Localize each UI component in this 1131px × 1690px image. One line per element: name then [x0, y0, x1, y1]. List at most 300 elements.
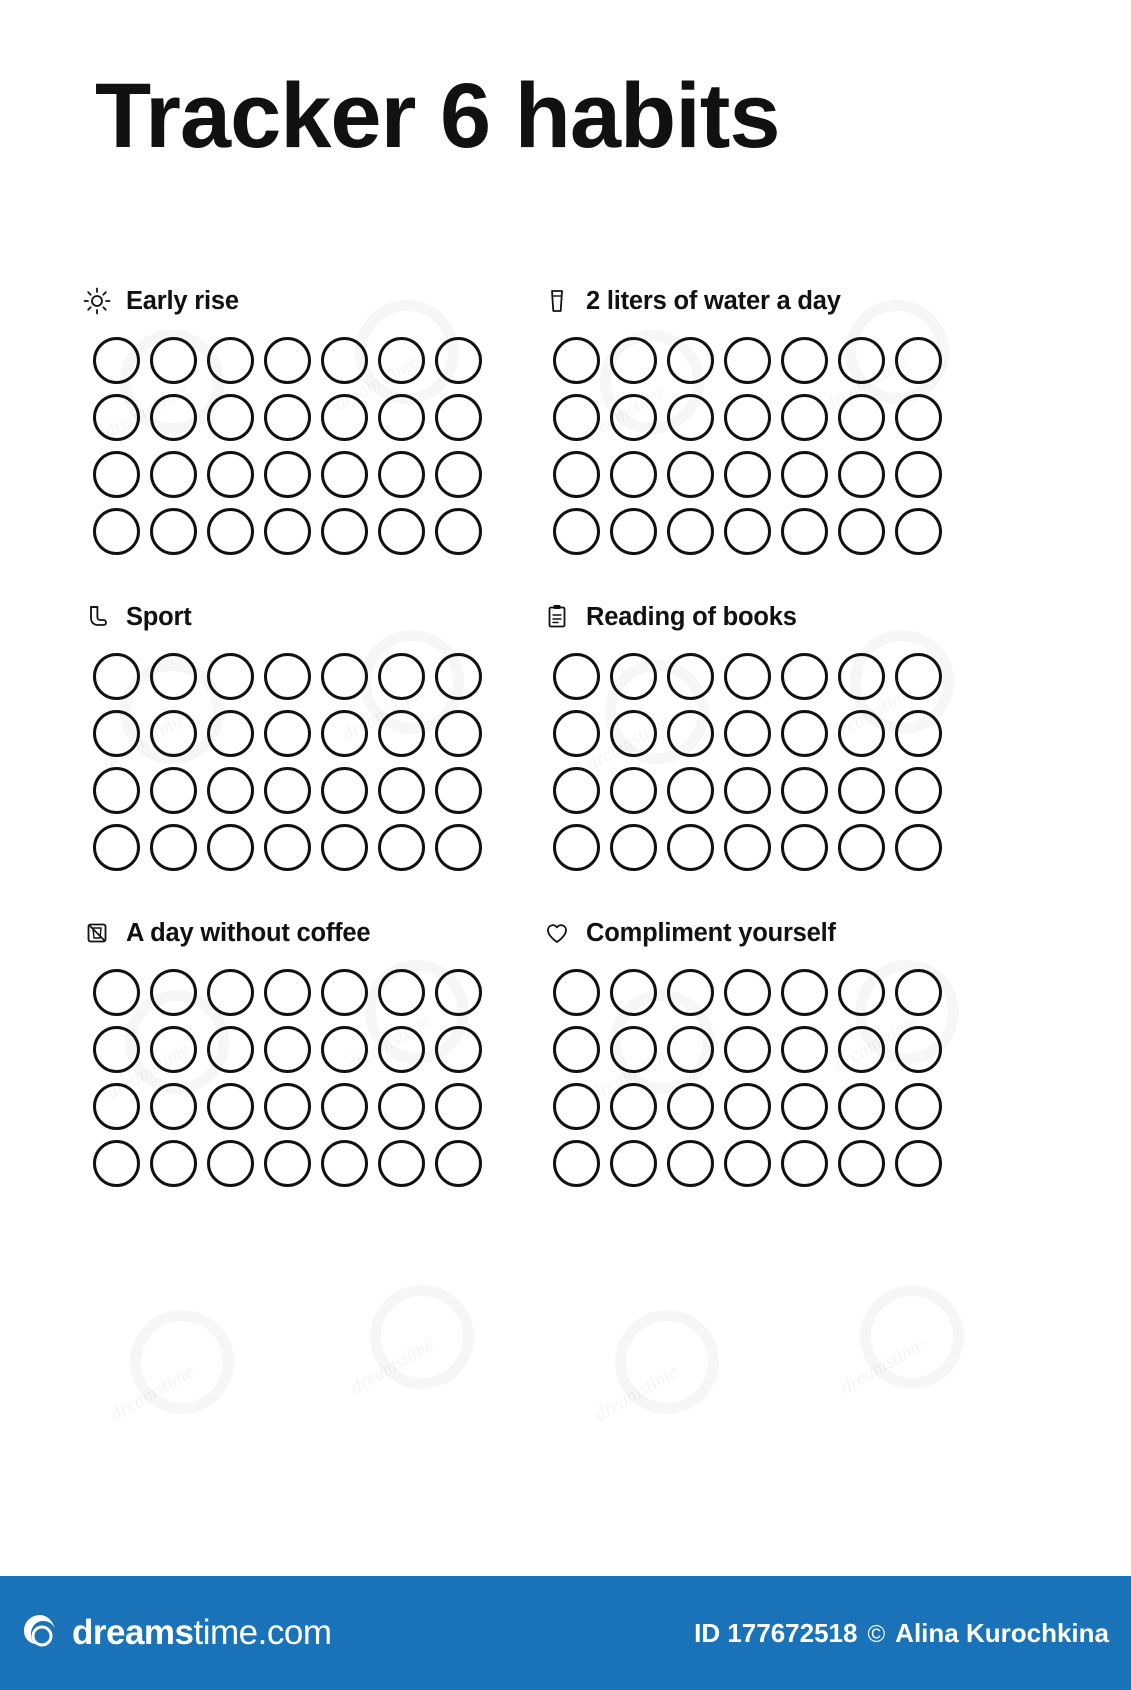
habit-circle[interactable] [610, 710, 657, 757]
circle-cell[interactable] [88, 964, 145, 1021]
circle-cell[interactable] [776, 819, 833, 876]
habit-circle[interactable] [610, 824, 657, 871]
circle-cell[interactable] [88, 648, 145, 705]
habit-circle[interactable] [610, 508, 657, 555]
habit-circle[interactable] [207, 508, 254, 555]
circle-cell[interactable] [719, 503, 776, 560]
habit-circle[interactable] [207, 1026, 254, 1073]
circle-cell[interactable] [430, 819, 487, 876]
habit-circle[interactable] [435, 394, 482, 441]
circle-cell[interactable] [776, 648, 833, 705]
circle-cell[interactable] [605, 705, 662, 762]
habit-circle[interactable] [93, 767, 140, 814]
circle-cell[interactable] [662, 389, 719, 446]
circle-cell[interactable] [373, 705, 430, 762]
habit-circle[interactable] [838, 451, 885, 498]
habit-circle[interactable] [321, 451, 368, 498]
circle-cell[interactable] [430, 1021, 487, 1078]
circle-cell[interactable] [202, 819, 259, 876]
circle-cell[interactable] [88, 332, 145, 389]
habit-circle[interactable] [378, 1140, 425, 1187]
habit-circle[interactable] [553, 767, 600, 814]
habit-circle[interactable] [321, 824, 368, 871]
habit-circle[interactable] [724, 969, 771, 1016]
circle-cell[interactable] [890, 964, 947, 1021]
circle-cell[interactable] [145, 648, 202, 705]
habit-circle[interactable] [378, 824, 425, 871]
circle-cell[interactable] [890, 389, 947, 446]
circle-cell[interactable] [719, 705, 776, 762]
habit-circle[interactable] [321, 1083, 368, 1130]
circle-cell[interactable] [719, 1078, 776, 1135]
circle-cell[interactable] [776, 1021, 833, 1078]
circle-cell[interactable] [890, 1021, 947, 1078]
habit-circle[interactable] [610, 1083, 657, 1130]
habit-circle[interactable] [264, 710, 311, 757]
circle-cell[interactable] [373, 648, 430, 705]
circle-cell[interactable] [890, 705, 947, 762]
circle-cell[interactable] [316, 389, 373, 446]
circle-cell[interactable] [259, 705, 316, 762]
circle-cell[interactable] [662, 446, 719, 503]
habit-circle[interactable] [264, 1083, 311, 1130]
circle-cell[interactable] [605, 1078, 662, 1135]
circle-cell[interactable] [605, 446, 662, 503]
habit-circle[interactable] [321, 653, 368, 700]
habit-circle[interactable] [838, 824, 885, 871]
habit-circle[interactable] [895, 653, 942, 700]
habit-circle[interactable] [264, 508, 311, 555]
circle-cell[interactable] [430, 1135, 487, 1192]
circle-cell[interactable] [259, 446, 316, 503]
circle-cell[interactable] [316, 332, 373, 389]
circle-cell[interactable] [373, 762, 430, 819]
habit-circle[interactable] [781, 508, 828, 555]
habit-circle[interactable] [207, 337, 254, 384]
circle-cell[interactable] [373, 446, 430, 503]
habit-circle[interactable] [781, 969, 828, 1016]
circle-cell[interactable] [430, 389, 487, 446]
habit-circle[interactable] [724, 1026, 771, 1073]
habit-circle[interactable] [150, 824, 197, 871]
habit-circle[interactable] [378, 767, 425, 814]
circle-cell[interactable] [833, 705, 890, 762]
circle-cell[interactable] [259, 1021, 316, 1078]
circle-cell[interactable] [145, 1021, 202, 1078]
habit-circle[interactable] [724, 1083, 771, 1130]
circle-cell[interactable] [88, 1135, 145, 1192]
habit-circle[interactable] [781, 1140, 828, 1187]
circle-cell[interactable] [719, 1135, 776, 1192]
habit-circle[interactable] [667, 824, 714, 871]
habit-circle[interactable] [781, 394, 828, 441]
circle-cell[interactable] [890, 819, 947, 876]
circle-cell[interactable] [719, 332, 776, 389]
circle-cell[interactable] [548, 446, 605, 503]
circle-cell[interactable] [316, 446, 373, 503]
circle-cell[interactable] [776, 705, 833, 762]
habit-circle[interactable] [895, 824, 942, 871]
habit-circle[interactable] [435, 767, 482, 814]
circle-cell[interactable] [430, 964, 487, 1021]
circle-cell[interactable] [605, 819, 662, 876]
habit-circle[interactable] [150, 337, 197, 384]
habit-circle[interactable] [553, 451, 600, 498]
habit-circle[interactable] [838, 1026, 885, 1073]
circle-cell[interactable] [605, 503, 662, 560]
habit-circle[interactable] [207, 710, 254, 757]
habit-circle[interactable] [667, 1083, 714, 1130]
habit-circle[interactable] [93, 1083, 140, 1130]
circle-cell[interactable] [833, 1021, 890, 1078]
circle-cell[interactable] [776, 446, 833, 503]
habit-circle[interactable] [93, 394, 140, 441]
circle-cell[interactable] [373, 389, 430, 446]
habit-circle[interactable] [610, 337, 657, 384]
circle-cell[interactable] [890, 446, 947, 503]
habit-circle[interactable] [435, 1083, 482, 1130]
habit-circle[interactable] [838, 394, 885, 441]
habit-circle[interactable] [553, 1140, 600, 1187]
circle-cell[interactable] [890, 503, 947, 560]
habit-circle[interactable] [838, 1083, 885, 1130]
circle-cell[interactable] [662, 503, 719, 560]
circle-cell[interactable] [316, 705, 373, 762]
circle-cell[interactable] [719, 964, 776, 1021]
habit-circle[interactable] [553, 508, 600, 555]
habit-circle[interactable] [264, 653, 311, 700]
habit-circle[interactable] [781, 451, 828, 498]
circle-cell[interactable] [373, 1135, 430, 1192]
habit-circle[interactable] [207, 451, 254, 498]
circle-cell[interactable] [259, 964, 316, 1021]
habit-circle[interactable] [781, 767, 828, 814]
circle-cell[interactable] [548, 1135, 605, 1192]
habit-circle[interactable] [435, 1140, 482, 1187]
habit-circle[interactable] [207, 653, 254, 700]
habit-circle[interactable] [435, 824, 482, 871]
habit-circle[interactable] [150, 1026, 197, 1073]
circle-cell[interactable] [719, 446, 776, 503]
habit-circle[interactable] [264, 337, 311, 384]
habit-circle[interactable] [378, 394, 425, 441]
habit-circle[interactable] [321, 969, 368, 1016]
circle-cell[interactable] [776, 1078, 833, 1135]
habit-circle[interactable] [207, 394, 254, 441]
circle-cell[interactable] [202, 389, 259, 446]
habit-circle[interactable] [207, 969, 254, 1016]
circle-cell[interactable] [145, 1135, 202, 1192]
habit-circle[interactable] [724, 394, 771, 441]
circle-cell[interactable] [202, 446, 259, 503]
circle-cell[interactable] [430, 762, 487, 819]
circle-cell[interactable] [316, 964, 373, 1021]
circle-cell[interactable] [259, 762, 316, 819]
circle-cell[interactable] [833, 503, 890, 560]
habit-circle[interactable] [93, 451, 140, 498]
circle-cell[interactable] [316, 762, 373, 819]
habit-circle[interactable] [93, 824, 140, 871]
circle-cell[interactable] [202, 332, 259, 389]
circle-cell[interactable] [430, 1078, 487, 1135]
habit-circle[interactable] [553, 824, 600, 871]
habit-circle[interactable] [378, 969, 425, 1016]
circle-cell[interactable] [548, 819, 605, 876]
habit-circle[interactable] [667, 1140, 714, 1187]
habit-circle[interactable] [781, 1026, 828, 1073]
circle-cell[interactable] [833, 762, 890, 819]
circle-cell[interactable] [373, 503, 430, 560]
circle-cell[interactable] [548, 389, 605, 446]
circle-cell[interactable] [316, 503, 373, 560]
habit-circle[interactable] [150, 1083, 197, 1130]
circle-cell[interactable] [719, 389, 776, 446]
habit-circle[interactable] [838, 508, 885, 555]
habit-circle[interactable] [264, 1026, 311, 1073]
habit-circle[interactable] [724, 710, 771, 757]
habit-circle[interactable] [321, 508, 368, 555]
circle-cell[interactable] [719, 1021, 776, 1078]
habit-circle[interactable] [435, 969, 482, 1016]
habit-circle[interactable] [321, 767, 368, 814]
circle-cell[interactable] [605, 1135, 662, 1192]
circle-cell[interactable] [373, 1078, 430, 1135]
circle-cell[interactable] [776, 1135, 833, 1192]
circle-cell[interactable] [145, 819, 202, 876]
habit-circle[interactable] [895, 1140, 942, 1187]
circle-cell[interactable] [890, 1078, 947, 1135]
circle-cell[interactable] [373, 819, 430, 876]
habit-circle[interactable] [435, 710, 482, 757]
habit-circle[interactable] [264, 1140, 311, 1187]
circle-cell[interactable] [833, 1135, 890, 1192]
circle-cell[interactable] [605, 762, 662, 819]
circle-cell[interactable] [833, 819, 890, 876]
habit-circle[interactable] [435, 508, 482, 555]
habit-circle[interactable] [93, 508, 140, 555]
circle-cell[interactable] [776, 964, 833, 1021]
habit-circle[interactable] [378, 1026, 425, 1073]
habit-circle[interactable] [93, 969, 140, 1016]
circle-cell[interactable] [202, 1135, 259, 1192]
habit-circle[interactable] [321, 337, 368, 384]
habit-circle[interactable] [667, 394, 714, 441]
circle-cell[interactable] [88, 389, 145, 446]
habit-circle[interactable] [610, 969, 657, 1016]
habit-circle[interactable] [895, 508, 942, 555]
circle-cell[interactable] [430, 446, 487, 503]
circle-cell[interactable] [430, 705, 487, 762]
habit-circle[interactable] [895, 1026, 942, 1073]
circle-cell[interactable] [605, 648, 662, 705]
habit-circle[interactable] [264, 824, 311, 871]
habit-circle[interactable] [667, 337, 714, 384]
habit-circle[interactable] [553, 1026, 600, 1073]
habit-circle[interactable] [610, 451, 657, 498]
circle-cell[interactable] [202, 705, 259, 762]
circle-cell[interactable] [373, 964, 430, 1021]
circle-cell[interactable] [259, 389, 316, 446]
habit-circle[interactable] [610, 1026, 657, 1073]
habit-circle[interactable] [321, 1026, 368, 1073]
circle-cell[interactable] [890, 762, 947, 819]
circle-cell[interactable] [88, 503, 145, 560]
circle-cell[interactable] [890, 648, 947, 705]
habit-circle[interactable] [150, 1140, 197, 1187]
habit-circle[interactable] [207, 767, 254, 814]
habit-circle[interactable] [150, 653, 197, 700]
circle-cell[interactable] [202, 648, 259, 705]
circle-cell[interactable] [259, 503, 316, 560]
circle-cell[interactable] [430, 332, 487, 389]
habit-circle[interactable] [838, 653, 885, 700]
circle-cell[interactable] [259, 1135, 316, 1192]
circle-cell[interactable] [890, 1135, 947, 1192]
circle-cell[interactable] [316, 648, 373, 705]
habit-circle[interactable] [553, 710, 600, 757]
habit-circle[interactable] [264, 451, 311, 498]
circle-cell[interactable] [662, 1078, 719, 1135]
circle-cell[interactable] [316, 819, 373, 876]
circle-cell[interactable] [662, 705, 719, 762]
circle-cell[interactable] [316, 1021, 373, 1078]
habit-circle[interactable] [553, 653, 600, 700]
circle-cell[interactable] [662, 332, 719, 389]
circle-cell[interactable] [88, 1078, 145, 1135]
habit-circle[interactable] [553, 337, 600, 384]
circle-cell[interactable] [662, 964, 719, 1021]
habit-circle[interactable] [150, 508, 197, 555]
circle-cell[interactable] [776, 503, 833, 560]
circle-cell[interactable] [605, 389, 662, 446]
circle-cell[interactable] [88, 762, 145, 819]
habit-circle[interactable] [553, 969, 600, 1016]
habit-circle[interactable] [724, 451, 771, 498]
habit-circle[interactable] [378, 710, 425, 757]
circle-cell[interactable] [833, 389, 890, 446]
habit-circle[interactable] [150, 767, 197, 814]
habit-circle[interactable] [378, 451, 425, 498]
habit-circle[interactable] [93, 653, 140, 700]
habit-circle[interactable] [724, 824, 771, 871]
habit-circle[interactable] [724, 508, 771, 555]
circle-cell[interactable] [662, 762, 719, 819]
circle-cell[interactable] [833, 964, 890, 1021]
circle-cell[interactable] [605, 964, 662, 1021]
habit-circle[interactable] [150, 969, 197, 1016]
habit-circle[interactable] [378, 653, 425, 700]
habit-circle[interactable] [895, 710, 942, 757]
habit-circle[interactable] [378, 508, 425, 555]
circle-cell[interactable] [430, 503, 487, 560]
habit-circle[interactable] [610, 653, 657, 700]
habit-circle[interactable] [610, 1140, 657, 1187]
habit-circle[interactable] [378, 337, 425, 384]
circle-cell[interactable] [373, 1021, 430, 1078]
habit-circle[interactable] [435, 337, 482, 384]
circle-cell[interactable] [259, 1078, 316, 1135]
habit-circle[interactable] [667, 653, 714, 700]
habit-circle[interactable] [321, 710, 368, 757]
habit-circle[interactable] [895, 394, 942, 441]
circle-cell[interactable] [145, 762, 202, 819]
circle-cell[interactable] [833, 648, 890, 705]
habit-circle[interactable] [264, 767, 311, 814]
habit-circle[interactable] [667, 451, 714, 498]
habit-circle[interactable] [264, 394, 311, 441]
habit-circle[interactable] [93, 1140, 140, 1187]
circle-cell[interactable] [719, 648, 776, 705]
habit-circle[interactable] [667, 710, 714, 757]
habit-circle[interactable] [553, 394, 600, 441]
habit-circle[interactable] [207, 1140, 254, 1187]
circle-cell[interactable] [662, 819, 719, 876]
habit-circle[interactable] [435, 451, 482, 498]
habit-circle[interactable] [838, 337, 885, 384]
habit-circle[interactable] [781, 337, 828, 384]
circle-cell[interactable] [259, 648, 316, 705]
circle-cell[interactable] [202, 762, 259, 819]
circle-cell[interactable] [833, 446, 890, 503]
habit-circle[interactable] [895, 767, 942, 814]
habit-circle[interactable] [378, 1083, 425, 1130]
circle-cell[interactable] [145, 964, 202, 1021]
circle-cell[interactable] [88, 446, 145, 503]
habit-circle[interactable] [207, 824, 254, 871]
circle-cell[interactable] [145, 332, 202, 389]
habit-circle[interactable] [150, 394, 197, 441]
habit-circle[interactable] [93, 710, 140, 757]
habit-circle[interactable] [435, 1026, 482, 1073]
habit-circle[interactable] [667, 969, 714, 1016]
habit-circle[interactable] [435, 653, 482, 700]
circle-cell[interactable] [145, 446, 202, 503]
circle-cell[interactable] [202, 503, 259, 560]
circle-cell[interactable] [548, 964, 605, 1021]
habit-circle[interactable] [781, 824, 828, 871]
circle-cell[interactable] [316, 1135, 373, 1192]
habit-circle[interactable] [838, 767, 885, 814]
circle-cell[interactable] [88, 1021, 145, 1078]
circle-cell[interactable] [88, 819, 145, 876]
circle-cell[interactable] [145, 389, 202, 446]
habit-circle[interactable] [207, 1083, 254, 1130]
circle-cell[interactable] [833, 332, 890, 389]
circle-cell[interactable] [202, 1021, 259, 1078]
habit-circle[interactable] [895, 451, 942, 498]
circle-cell[interactable] [259, 819, 316, 876]
circle-cell[interactable] [890, 332, 947, 389]
circle-cell[interactable] [145, 1078, 202, 1135]
habit-circle[interactable] [838, 969, 885, 1016]
habit-circle[interactable] [610, 767, 657, 814]
habit-circle[interactable] [724, 653, 771, 700]
circle-cell[interactable] [662, 648, 719, 705]
circle-cell[interactable] [316, 1078, 373, 1135]
circle-cell[interactable] [833, 1078, 890, 1135]
circle-cell[interactable] [605, 1021, 662, 1078]
circle-cell[interactable] [548, 705, 605, 762]
dreamstime-brand[interactable] [18, 1611, 332, 1655]
habit-circle[interactable] [781, 1083, 828, 1130]
habit-circle[interactable] [724, 1140, 771, 1187]
circle-cell[interactable] [145, 503, 202, 560]
circle-cell[interactable] [662, 1135, 719, 1192]
habit-circle[interactable] [781, 710, 828, 757]
habit-circle[interactable] [667, 508, 714, 555]
circle-cell[interactable] [776, 762, 833, 819]
habit-circle[interactable] [93, 1026, 140, 1073]
